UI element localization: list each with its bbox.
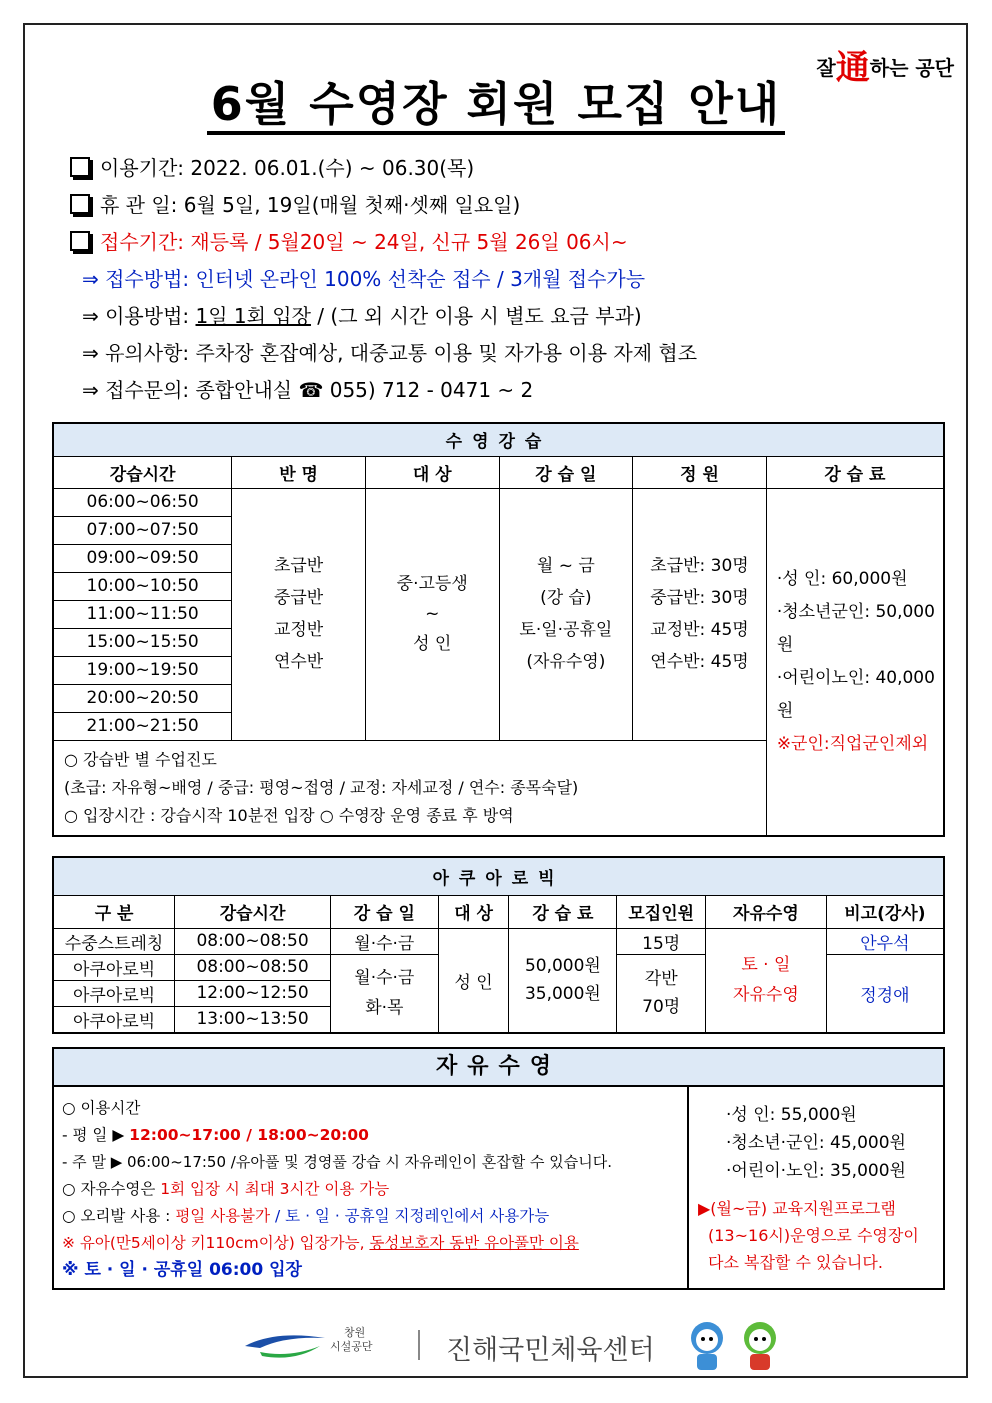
contact-text: ⇒ 접수문의: 종합안내실 ☎ 055) 712 - 0471 ~ 2 (82, 378, 534, 402)
col-time: 강습시간 (53, 456, 232, 488)
aqua-name: 아쿠아로빅 (53, 1006, 175, 1033)
capacity-cell: 초급반: 30명 중급반: 30명 교정반: 45명 연수반: 45명 (633, 488, 767, 740)
time-cell: 20:00~20:50 (53, 684, 232, 712)
center-name: 진해국민체육센터 (446, 1335, 655, 1366)
target-cell: 중·고등생 ~ 성 인 (365, 488, 499, 740)
time-cell: 09:00~09:50 (53, 544, 232, 572)
time-cell: 15:00~15:50 (53, 628, 232, 656)
aqua-instructor: 정경애 (826, 954, 944, 1033)
time-cell: 11:00~11:50 (53, 600, 232, 628)
swim-lesson-table (52, 422, 945, 837)
slogan: 잘通하는 공단 (816, 48, 954, 88)
logo-text: 창원 시설공단 (330, 1326, 373, 1353)
checkbox-icon (70, 194, 90, 214)
aqua-col: 강 습 료 (509, 895, 617, 928)
aqua-free: 토 · 일 자유수영 (706, 928, 827, 1033)
col-days: 강 습 일 (499, 456, 633, 488)
col-class: 반 명 (232, 456, 366, 488)
aqua-col: 강습시간 (175, 895, 331, 928)
aqua-col: 구 분 (53, 895, 175, 928)
checkbox-icon (70, 231, 90, 251)
free-header: 자유수영 (54, 1049, 943, 1087)
free-details: ○ 이용시간 - 평 일 ▶ 12:00~17:00 / 18:00~20:00 - 주 말 ▶ 06:00~17:50 /유아풀 및 경영풀 강습 시 자유레인이 혼잡할 수 있습니다. ○ 자유수영은 1회 입장 시 최대 3시간 이용 가능 ○ 오리발 사용 : 평일 사용불가 / 토 · 일 · 공휴일 지정레인에서 사용가능 ※ 유아(만5세이상 키110cm이상) 입장가능, 동성보호자 동반 유아풀만 이용 ※ 토 · 일 · 공휴일 06:00 입장 (62, 1099, 613, 1280)
aqua-instructor: 안우석 (826, 928, 944, 954)
aqua-time: 12:00~12:50 (175, 980, 331, 1006)
swim-header: 수영강습 (53, 423, 944, 456)
closed-text: 휴 관 일: 6월 5일, 19일(매월 첫째·셋째 일요일) (100, 193, 521, 217)
program-note: ▶(월~금) 교육지원프로그램 (13~16시)운영으로 수영장이 다소 복잡할 수 있습니다. (698, 1199, 919, 1272)
usage-text: ⇒ 이용방법: 1일 1회 입장 / (그 외 시간 이용 시 별도 요금 부과) (82, 304, 642, 328)
swim-notes: ○ 강습반 별 수업진도 (초급: 자유형~배영 / 중급: 평영~접영 / 교정: 자세교정 / 연수: 종목숙달) ○ 입장시간 : 강습시작 10분전 입장 ○ 수영장 운영 종료 후 방역 (53, 740, 766, 836)
aqua-name: 아쿠아로빅 (53, 954, 175, 980)
free-swim-box (52, 1047, 945, 1290)
aqua-cap: 15명 (617, 928, 706, 954)
aqua-days: 월·수·금 화·목 (330, 954, 438, 1033)
aqua-name: 수중스트레칭 (53, 928, 175, 954)
aqua-time: 08:00~08:50 (175, 954, 331, 980)
class-cell: 초급반 중급반 교정반 연수반 (232, 488, 366, 740)
reception-text: 접수기간: 재등록 / 5월20일 ~ 24일, 신규 5월 26일 06시~ (100, 230, 628, 254)
aqua-col: 모집인원 (617, 895, 706, 928)
method-text: ⇒ 접수방법: 인터넷 온라인 100% 선착순 접수 / 3개월 접수가능 (82, 267, 646, 291)
aqua-col: 대 상 (438, 895, 509, 928)
period-text: 이용기간: 2022. 06.01.(수) ~ 06.30(목) (100, 156, 475, 180)
aqua-time: 13:00~13:50 (175, 1006, 331, 1033)
col-fee: 강 습 료 (766, 456, 944, 488)
divider (687, 1087, 689, 1288)
col-target: 대 상 (365, 456, 499, 488)
aqua-fee: 50,000원 35,000원 (509, 928, 617, 1033)
aqua-table (52, 856, 945, 1034)
time-cell: 10:00~10:50 (53, 572, 232, 600)
col-capacity: 정 원 (633, 456, 767, 488)
footer-divider (418, 1330, 420, 1360)
aqua-days: 월·수·금 (330, 928, 438, 954)
notice-text: ⇒ 유의사항: 주차장 혼잡예상, 대중교통 이용 및 자가용 이용 자제 협조 (82, 341, 698, 365)
aqua-col: 자유수영 (706, 895, 827, 928)
time-cell: 06:00~06:50 (53, 488, 232, 516)
checkbox-icon (70, 157, 90, 177)
days-cell: 월 ~ 금 (강 습) 토·일·공휴일 (자유수영) (499, 488, 633, 740)
fee-cell: ·성 인: 60,000원 ·청소년군인: 50,000원 ·어린이노인: 40,000원 ※군인:직업군인제외 (766, 488, 944, 836)
free-fees: ·성 인: 55,000원 ·청소년·군인: 45,000원 ·어린이·노인: 35,000원 (726, 1105, 906, 1181)
time-cell: 19:00~19:50 (53, 656, 232, 684)
mascot-green-icon (735, 1318, 785, 1374)
page-title: 6월 수영장 회원 모집 안내 (0, 68, 992, 134)
changwon-logo-icon (240, 1328, 330, 1360)
info-section (70, 150, 697, 409)
aqua-time: 08:00~08:50 (175, 928, 331, 954)
footer (0, 1318, 992, 1378)
time-cell: 07:00~07:50 (53, 516, 232, 544)
time-cell: 21:00~21:50 (53, 712, 232, 740)
aqua-col: 비고(강사) (826, 895, 944, 928)
aqua-header: 아쿠아로빅 (53, 857, 944, 895)
aqua-col: 강 습 일 (330, 895, 438, 928)
aqua-target: 성 인 (438, 928, 509, 1033)
mascot-blue-icon (682, 1318, 732, 1374)
aqua-name: 아쿠아로빅 (53, 980, 175, 1006)
aqua-cap: 각반 70명 (617, 954, 706, 1033)
